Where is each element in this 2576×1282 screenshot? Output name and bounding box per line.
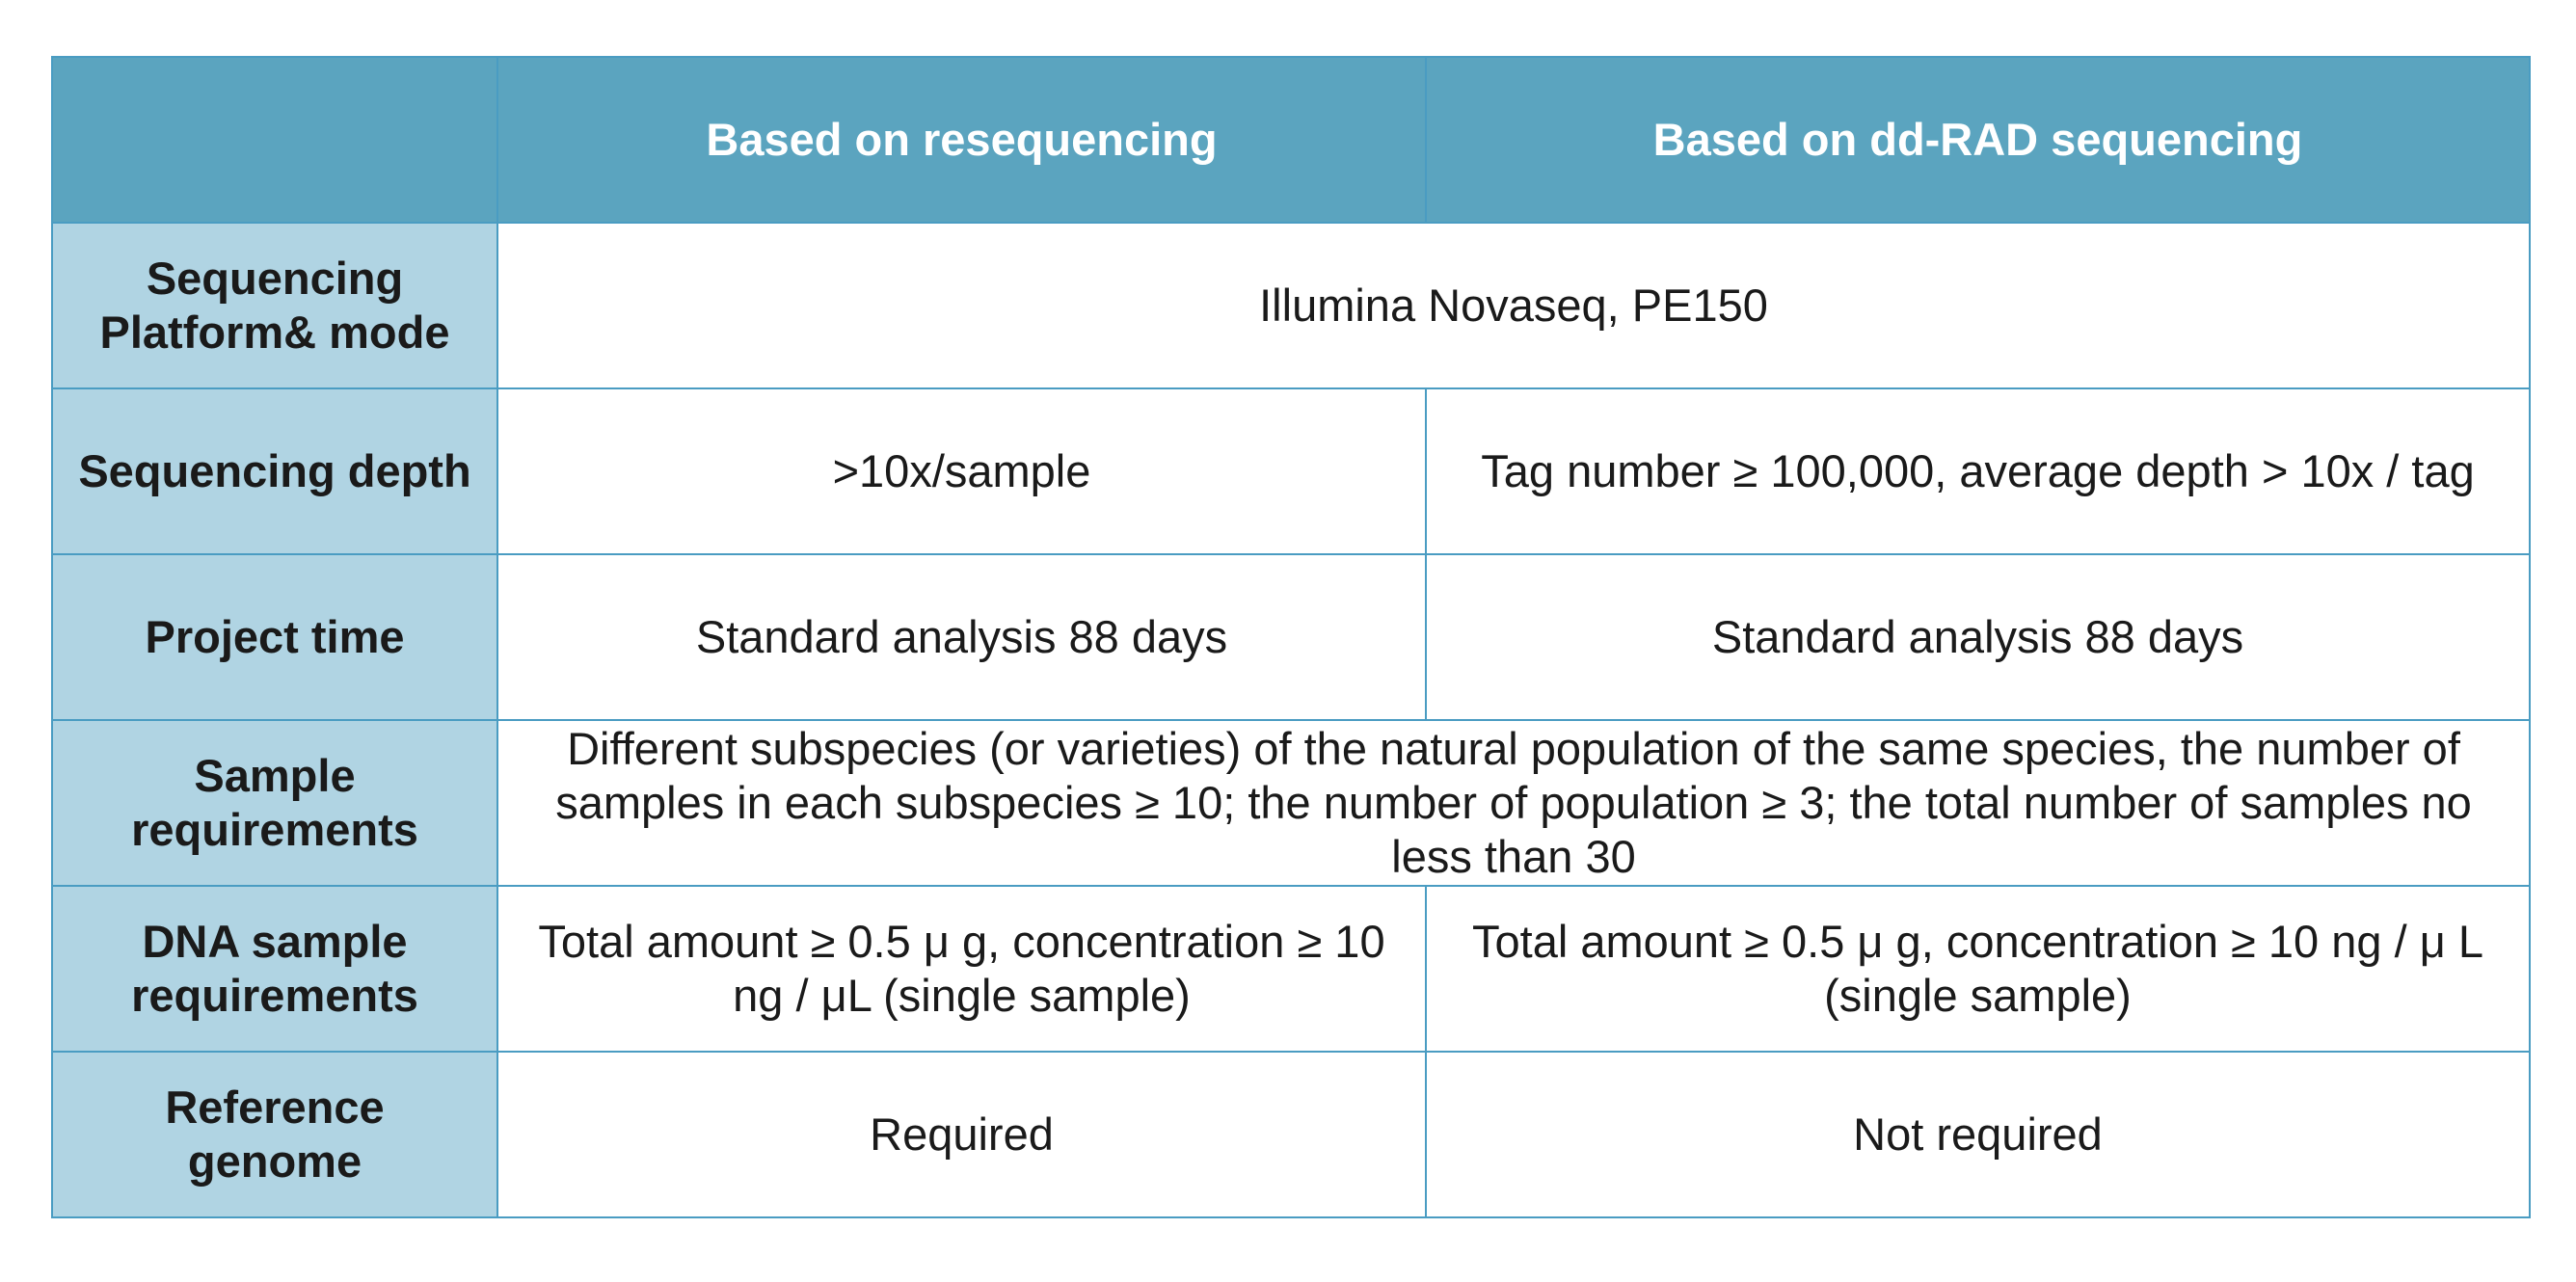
table-row <box>52 388 2530 554</box>
header-resequencing: Based on resequencing <box>497 57 1426 223</box>
cell-depth-ddrad: Tag number ≥ 100,000, average depth > 10x / tag <box>1426 388 2530 554</box>
row-label-sequencing-platform: Sequencing Platform& mode <box>52 223 497 388</box>
table-row <box>52 886 2530 1052</box>
row-label-project-time: Project time <box>52 554 497 720</box>
table-row <box>52 554 2530 720</box>
cell-sequencing-platform: Illumina Novaseq, PE150 <box>497 223 2530 388</box>
cell-dna-ddrad: Total amount ≥ 0.5 μ g, concentration ≥ 10 ng / μ L (single sample) <box>1426 886 2530 1052</box>
cell-time-resequencing: Standard analysis 88 days <box>497 554 1426 720</box>
header-row <box>52 57 2530 223</box>
cell-depth-resequencing: >10x/sample <box>497 388 1426 554</box>
cell-sample-requirements: Different subspecies (or varieties) of the natural population of the same species, the number of samples in each subspecies ≥ 10; the number of population ≥ 3; the total number of samples no less than 30 <box>497 720 2530 886</box>
cell-reference-ddrad: Not required <box>1426 1052 2530 1217</box>
comparison-table <box>51 56 2531 1218</box>
comparison-table-container <box>51 56 2529 1218</box>
cell-dna-resequencing: Total amount ≥ 0.5 μ g, concentration ≥ 10 ng / μL (single sample) <box>497 886 1426 1052</box>
cell-reference-resequencing: Required <box>497 1052 1426 1217</box>
table-header <box>52 57 2530 223</box>
row-label-dna-sample-requirements: DNA sample requirements <box>52 886 497 1052</box>
cell-time-ddrad: Standard analysis 88 days <box>1426 554 2530 720</box>
table-body <box>52 223 2530 1217</box>
table-row <box>52 1052 2530 1217</box>
row-label-sample-requirements: Sample requirements <box>52 720 497 886</box>
row-label-sequencing-depth: Sequencing depth <box>52 388 497 554</box>
row-label-reference-genome: Reference genome <box>52 1052 497 1217</box>
header-ddrad-sequencing: Based on dd-RAD sequencing <box>1426 57 2530 223</box>
table-row <box>52 720 2530 886</box>
header-corner-cell <box>52 57 497 223</box>
table-row <box>52 223 2530 388</box>
